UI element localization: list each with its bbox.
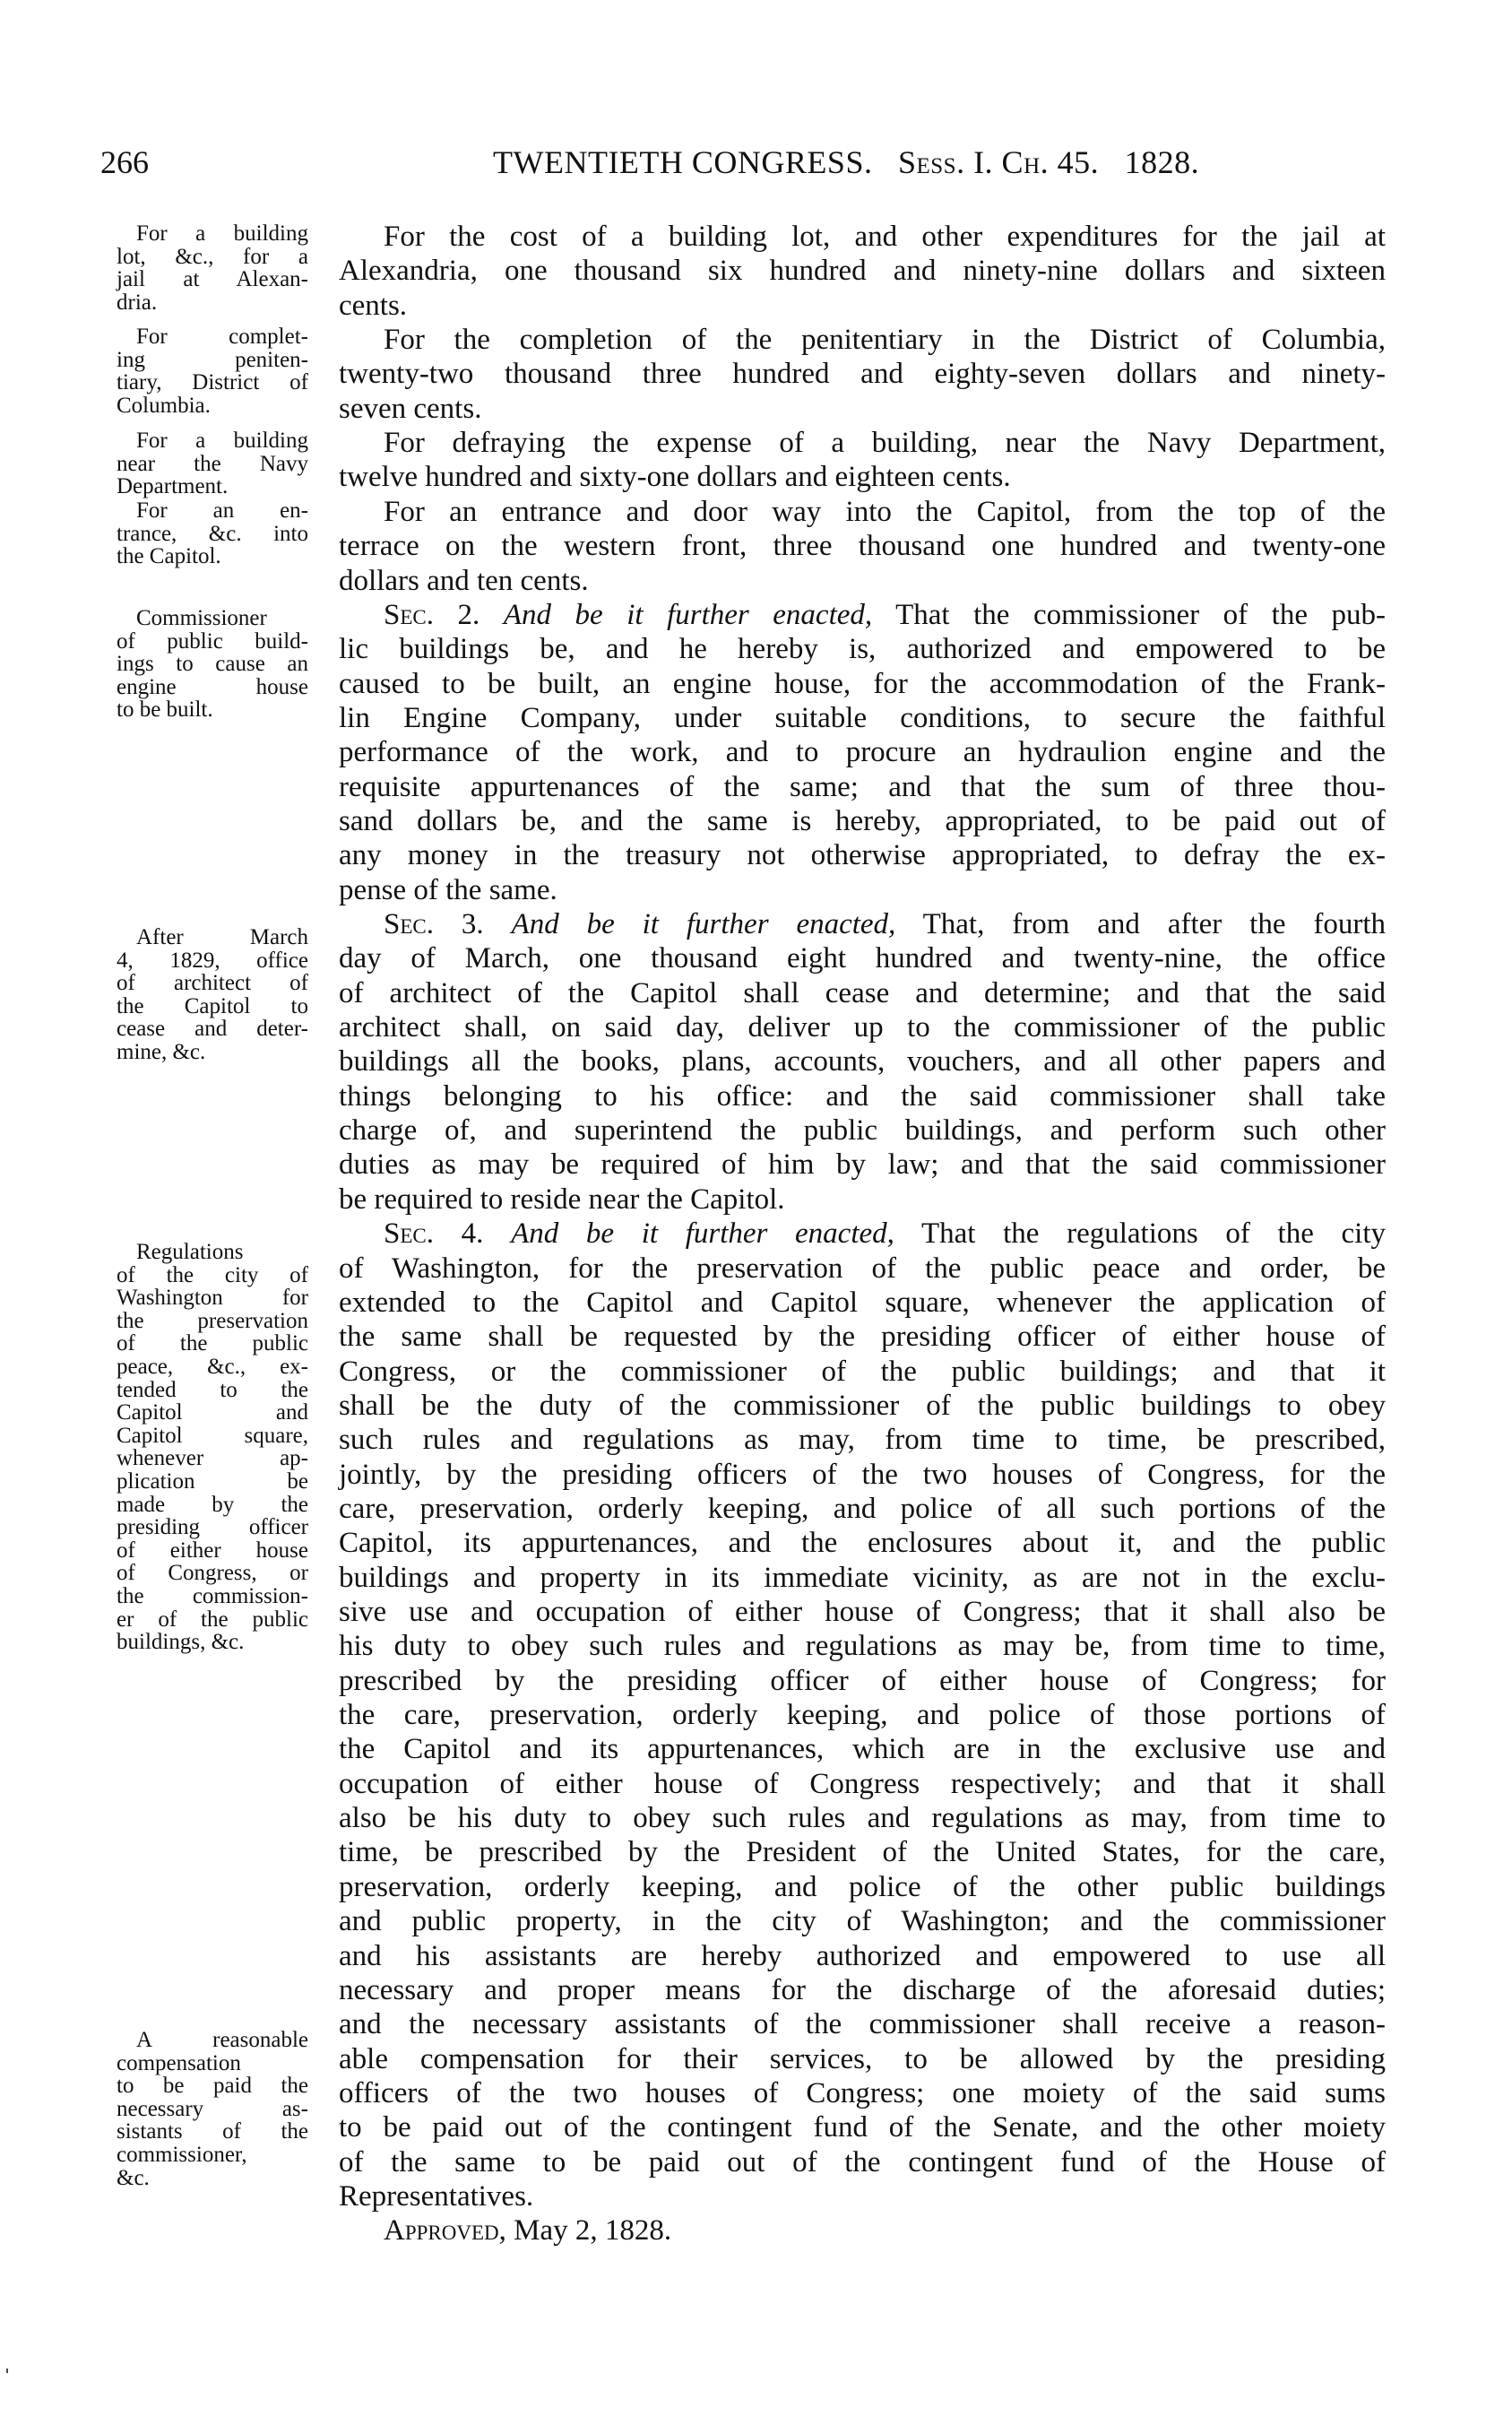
body-line bbox=[339, 701, 1386, 735]
line-text: terrace on the western front, three thousand one hundred and twenty-one bbox=[339, 530, 1386, 563]
body-line bbox=[339, 1389, 1386, 1423]
margin-note-line: After March bbox=[136, 925, 308, 949]
body-line bbox=[384, 426, 1386, 460]
body-line bbox=[339, 1182, 1386, 1217]
line-text: pense of the same. bbox=[339, 873, 557, 906]
margin-note-line: sistants of the bbox=[117, 2119, 308, 2144]
line-text: twelve hundred and sixty-one dollars and eighteen cents. bbox=[339, 461, 1011, 494]
body-line bbox=[339, 1629, 1386, 1663]
margin-note-line: Capitol and bbox=[117, 1400, 308, 1425]
line-text: occupation of either house of Congress respectively; and that it shall bbox=[339, 1767, 1386, 1800]
section-number: Sec. 4. bbox=[384, 1217, 512, 1251]
margin-note-line: For a building bbox=[136, 429, 308, 453]
body-line bbox=[339, 289, 1386, 323]
line-text: the Capitol and its appurtenances, which are in the exclusive use and bbox=[339, 1733, 1386, 1766]
margin-note-line: peace, &c., ex- bbox=[117, 1355, 308, 1379]
body-line bbox=[339, 1732, 1386, 1766]
enacting-clause: And be it further enacted, bbox=[511, 908, 896, 940]
line-text: jointly, by the presiding officers of the two houses of Congress, for the bbox=[339, 1458, 1386, 1491]
line-text: things belonging to his office: and the said commissioner shall take bbox=[339, 1079, 1386, 1113]
body-line bbox=[384, 907, 1386, 941]
line-text: to be paid out of the contingent fund of the Senate, and the other moiety bbox=[339, 2111, 1386, 2144]
body-line bbox=[339, 1148, 1386, 1182]
body-line bbox=[339, 1079, 1386, 1113]
margin-note-line: commissioner, bbox=[117, 2143, 247, 2167]
body-line bbox=[339, 873, 1386, 907]
body-line bbox=[339, 838, 1386, 872]
body-line bbox=[339, 667, 1386, 701]
session-chapter: Sess. I. Ch. 45. bbox=[897, 144, 1100, 180]
line-text: prescribed by the presiding officer of either house of Congress; for bbox=[339, 1664, 1386, 1697]
margin-note-line: compensation bbox=[117, 2050, 241, 2075]
margin-note-line: tended to the bbox=[117, 1377, 308, 1402]
margin-note-line: mine, &c. bbox=[117, 1040, 206, 1064]
line-text: requisite appurtenances of the same; and that the sum of three thou- bbox=[339, 770, 1386, 803]
margin-note-line: of Congress, or bbox=[117, 1561, 308, 1586]
margin-note-line: &c. bbox=[117, 2165, 150, 2190]
body-line bbox=[339, 1458, 1386, 1492]
body-line bbox=[339, 2076, 1386, 2110]
line-text: any money in the treasury not otherwise appropriated, to defray the ex- bbox=[339, 839, 1386, 872]
line-text: performance of the work, and to procure an hydraulion engine and the bbox=[339, 736, 1386, 769]
line-text: dollars and ten cents. bbox=[339, 564, 589, 597]
line-text: extended to the Capitol and Capitol square, whenever the application of bbox=[339, 1286, 1386, 1319]
body-line bbox=[339, 1698, 1386, 1732]
line-text: buildings all the books, plans, accounts, vouchers, and all other papers and bbox=[339, 1045, 1386, 1078]
line-text: Representatives. bbox=[339, 2179, 534, 2213]
line-text: be required to reside near the Capitol. bbox=[339, 1182, 785, 1216]
margin-note-line: dria. bbox=[117, 290, 158, 315]
line-text: duties as may be required of him by law; and that the said commissioner bbox=[339, 1148, 1386, 1182]
body-line bbox=[339, 1113, 1386, 1148]
line-text: necessary and proper means for the discharge of the aforesaid duties; bbox=[339, 1973, 1386, 2006]
scan-speck bbox=[6, 2369, 8, 2373]
section-number: Sec. 3. bbox=[384, 908, 512, 940]
margin-note-line: For a building bbox=[136, 221, 308, 246]
margin-note-line: engine house bbox=[117, 674, 308, 699]
body-line bbox=[339, 564, 1386, 598]
margin-note-line: er of the public bbox=[117, 1607, 308, 1632]
body-line bbox=[339, 735, 1386, 769]
margin-note-line: the Capitol to bbox=[117, 993, 308, 1018]
line-text: caused to be built, an engine house, for the accommodation of the Frank- bbox=[339, 667, 1386, 700]
line-text: Capitol, its appurtenances, and the enclosures about it, and the public bbox=[339, 1527, 1386, 1560]
body-line bbox=[339, 1252, 1386, 1286]
margin-note-line: 4, 1829, office bbox=[117, 948, 308, 973]
margin-note-line: jail at Alexan- bbox=[117, 267, 308, 292]
line-text: architect shall, on said day, deliver up to the commissioner of the public bbox=[339, 1011, 1386, 1044]
margin-note-line: trance, &c. into bbox=[117, 521, 308, 546]
section-number: Sec. 2. bbox=[384, 598, 504, 631]
margin-note-line: buildings, &c. bbox=[117, 1630, 245, 1655]
line-text: lic buildings be, and he hereby is, authorized and empowered to be bbox=[339, 633, 1386, 666]
line-text: lin Engine Company, under suitable conditions, to secure the faithful bbox=[339, 701, 1386, 734]
line-text: twenty-two thousand three hundred and eighty-seven dollars and ninety- bbox=[339, 358, 1386, 391]
margin-note-line: ing peniten- bbox=[117, 347, 308, 372]
body-line bbox=[339, 2110, 1386, 2144]
line-text: Alexandria, one thousand six hundred and ninety-nine dollars and sixteen bbox=[339, 255, 1386, 288]
line-text: of the same to be paid out of the contingent fund of the House of bbox=[339, 2145, 1386, 2178]
body-line bbox=[339, 254, 1386, 288]
line-text: and his assistants are hereby authorized and empowered to use all bbox=[339, 1939, 1386, 1972]
body-line bbox=[384, 1217, 1386, 1251]
approval-line bbox=[384, 2213, 1430, 2248]
margin-note-line: necessary as- bbox=[117, 2096, 308, 2121]
line-text: For the cost of a building lot, and other expenditures for the jail at bbox=[384, 221, 1386, 253]
line-text: of Washington, for the preservation of the public peace and order, be bbox=[339, 1252, 1386, 1285]
line-text: also be his duty to obey such rules and regulations as may, from time to bbox=[339, 1802, 1386, 1835]
body-line bbox=[384, 495, 1386, 529]
margin-note-line: to be paid the bbox=[117, 2074, 308, 2099]
body-line bbox=[339, 1561, 1386, 1595]
body-line bbox=[339, 1767, 1386, 1801]
approved-date: May 2, 1828. bbox=[514, 2214, 672, 2248]
margin-note-line: of public build- bbox=[117, 628, 308, 654]
line-text: and the necessary assistants of the commissioner shall receive a reason- bbox=[339, 2008, 1386, 2041]
body-line bbox=[339, 941, 1386, 975]
margin-note-line: to be built. bbox=[117, 697, 213, 723]
body-line bbox=[339, 2042, 1386, 2076]
line-text: seven cents. bbox=[339, 392, 482, 425]
margin-note-line: lot, &c., for a bbox=[117, 244, 308, 269]
margin-note-line: whenever ap- bbox=[117, 1446, 308, 1471]
line-text: cents. bbox=[339, 289, 408, 322]
line-text: the care, preservation, orderly keeping, and police of those portions of bbox=[339, 1699, 1386, 1732]
body-line bbox=[339, 1286, 1386, 1320]
margin-note-line: of the city of bbox=[117, 1262, 308, 1287]
line-text: of architect of the Capitol shall cease and determine; and that the said bbox=[339, 976, 1386, 1009]
line-text: buildings and property in its immediate vicinity, as are not in the exclu- bbox=[339, 1561, 1386, 1594]
line-text: officers of the two houses of Congress; one moiety of the said sums bbox=[339, 2076, 1386, 2109]
body-line bbox=[339, 804, 1386, 838]
body-line bbox=[339, 357, 1386, 391]
body-line bbox=[339, 1526, 1386, 1560]
body-line bbox=[339, 1939, 1386, 1973]
margin-note-line: Regulations bbox=[136, 1240, 244, 1264]
line-text: and public property, in the city of Washington; and the commissioner bbox=[339, 1905, 1386, 1938]
body-line bbox=[339, 2179, 1386, 2213]
margin-note-line: For an en- bbox=[136, 498, 308, 523]
body-line bbox=[339, 1595, 1386, 1629]
line-text: able compensation for their services, to be allowed by the presiding bbox=[339, 2042, 1386, 2075]
line-text: shall be the duty of the commissioner of the public buildings to obey bbox=[339, 1389, 1386, 1422]
page-number: 266 bbox=[100, 144, 149, 180]
body-line bbox=[339, 460, 1386, 494]
body-line bbox=[339, 1835, 1386, 1869]
line-text: preservation, orderly keeping, and police of the other public buildings bbox=[339, 1870, 1386, 1903]
body-line bbox=[339, 632, 1386, 666]
margin-note-line: cease and deter- bbox=[117, 1017, 308, 1042]
margin-note-line: Columbia. bbox=[117, 393, 211, 418]
body-line bbox=[339, 1801, 1386, 1835]
line-text: the same shall be requested by the presiding officer of either house of bbox=[339, 1321, 1386, 1354]
line-text: That the regulations of the city bbox=[894, 1217, 1386, 1251]
body-line bbox=[339, 2145, 1386, 2179]
margin-note-line: of either house bbox=[117, 1537, 308, 1563]
body-line bbox=[339, 392, 1386, 426]
line-text: That, from and after the fourth bbox=[895, 908, 1387, 940]
line-text: That the commissioner of the pub- bbox=[872, 598, 1387, 631]
body-line bbox=[339, 1423, 1386, 1457]
congress-title: TWENTIETH CONGRESS. bbox=[493, 144, 873, 180]
margin-note-line: presiding officer bbox=[117, 1515, 308, 1540]
line-text: For the completion of the penitentiary in the District of Columbia, bbox=[384, 324, 1386, 357]
margin-note-line: of the public bbox=[117, 1331, 308, 1356]
line-text: For an entrance and door way into the Capitol, from the top of the bbox=[384, 495, 1386, 528]
line-text: care, preservation, orderly keeping, and police of all such portions of the bbox=[339, 1492, 1386, 1525]
body-line bbox=[339, 976, 1386, 1010]
body-line bbox=[339, 1664, 1386, 1698]
line-text: For defraying the expense of a building, near the Navy Department, bbox=[384, 427, 1386, 460]
margin-note-line: Department. bbox=[117, 474, 229, 499]
margin-note-line: Capitol square, bbox=[117, 1423, 308, 1448]
line-text: sand dollars be, and the same is hereby, appropriated, to be paid out of bbox=[339, 804, 1386, 837]
body-line bbox=[339, 1320, 1386, 1354]
body-line bbox=[339, 1010, 1386, 1044]
body-line bbox=[339, 1973, 1386, 2007]
approved-label: Approved, bbox=[384, 2214, 506, 2248]
body-line bbox=[384, 323, 1386, 357]
margin-note-line: A reasonable bbox=[136, 2028, 308, 2052]
body-line bbox=[339, 1355, 1386, 1389]
body-line bbox=[339, 529, 1386, 563]
enacting-clause: And be it further enacted, bbox=[503, 598, 873, 631]
body-line bbox=[339, 1044, 1386, 1078]
margin-note-line: Washington for bbox=[117, 1286, 308, 1311]
line-text: his duty to obey such rules and regulations as may be, from time to time, bbox=[339, 1630, 1386, 1663]
running-header bbox=[493, 143, 1199, 181]
line-text: Congress, or the commissioner of the public buildings; and that it bbox=[339, 1355, 1386, 1388]
margin-note-line: the commission- bbox=[117, 1584, 308, 1608]
margin-note-line: tiary, District of bbox=[117, 370, 308, 395]
margin-note-line: of architect of bbox=[117, 971, 308, 996]
line-text: day of March, one thousand eight hundred and twenty-nine, the office bbox=[339, 942, 1386, 975]
line-text: sive use and occupation of either house of Congress; that it shall also be bbox=[339, 1596, 1386, 1628]
margin-note-line: made by the bbox=[117, 1492, 308, 1517]
body-line bbox=[339, 1492, 1386, 1526]
margin-note-line: the Capitol. bbox=[117, 544, 221, 569]
line-text: charge of, and superintend the public buildings, and perform such other bbox=[339, 1114, 1386, 1148]
enacting-clause: And be it further enacted, bbox=[511, 1217, 894, 1251]
margin-note-line: near the Navy bbox=[117, 451, 308, 476]
margin-note-line: plication be bbox=[117, 1469, 308, 1494]
margin-note-line: Commissioner bbox=[136, 606, 267, 630]
margin-note-line: the preservation bbox=[117, 1308, 308, 1333]
body-line bbox=[339, 1870, 1386, 1904]
line-text: time, be prescribed by the President of the United States, for the care, bbox=[339, 1836, 1386, 1869]
body-line bbox=[339, 2007, 1386, 2041]
margin-note-line: ings to cause an bbox=[117, 652, 308, 677]
body-line bbox=[384, 220, 1386, 254]
margin-note-line: For complet- bbox=[136, 325, 308, 349]
line-text: such rules and regulations as may, from time to time, be prescribed, bbox=[339, 1424, 1386, 1457]
header-year: 1828. bbox=[1124, 144, 1200, 180]
body-line bbox=[339, 1904, 1386, 1938]
body-line bbox=[339, 770, 1386, 804]
body-line bbox=[384, 598, 1386, 632]
